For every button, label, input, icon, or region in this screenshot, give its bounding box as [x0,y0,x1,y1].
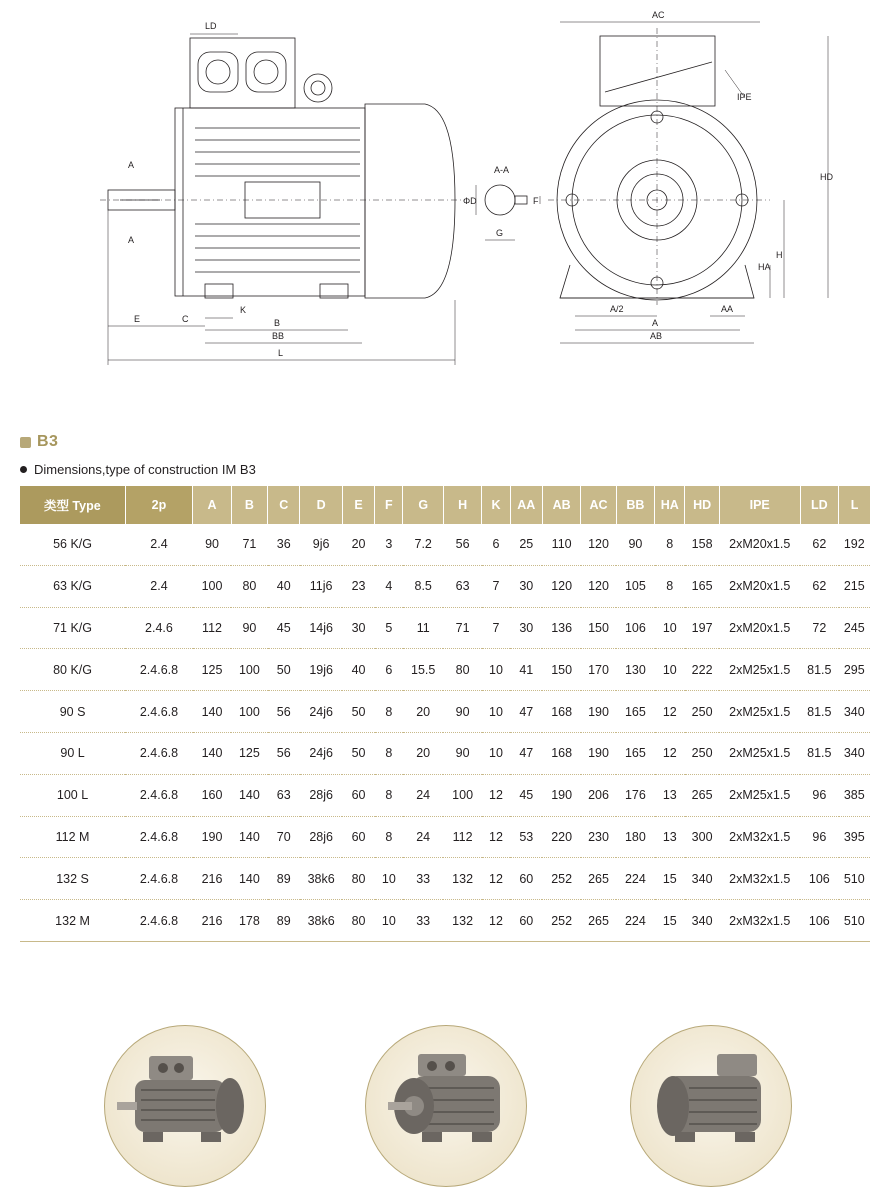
product-photos [0,1020,890,1200]
table-cell: 2xM25x1.5 [719,691,800,733]
table-cell: 250 [685,691,719,733]
table-cell: 100 [231,691,267,733]
header-cell: B [231,486,267,524]
table-cell: 72 [800,607,838,649]
table-cell: 20 [403,691,443,733]
table-cell: 222 [685,649,719,691]
table-cell: 12 [482,816,510,858]
table-cell: 47 [510,691,542,733]
table-cell: 168 [542,732,580,774]
subtitle-text: Dimensions,type of construction IM B3 [34,461,256,477]
table-cell: 224 [616,900,654,942]
table-cell: 106 [616,607,654,649]
table-cell: 50 [342,691,374,733]
table-cell: 250 [685,732,719,774]
table-cell: 30 [342,607,374,649]
table-cell: 2.4 [125,524,193,565]
table-cell: 2.4.6.8 [125,774,193,816]
table-cell: 63 [268,774,300,816]
header-cell: AA [510,486,542,524]
table-cell: 28j6 [300,816,342,858]
table-cell: 80 [443,649,481,691]
table-cell: 80 [342,858,374,900]
table-cell: 70 [268,816,300,858]
table-cell: 7 [482,607,510,649]
table-cell: 33 [403,858,443,900]
table-cell: 36 [268,524,300,565]
table-row [20,900,870,942]
table-cell: 63 K/G [20,565,125,607]
table-cell: 5 [375,607,403,649]
header-cell: E [342,486,374,524]
table-cell: 40 [268,565,300,607]
table-cell: 2xM20x1.5 [719,607,800,649]
table-cell: 8 [375,691,403,733]
table-cell: 136 [542,607,580,649]
table-cell: 50 [268,649,300,691]
table-cell: 2xM20x1.5 [719,524,800,565]
table-cell: 8 [655,524,685,565]
table-cell: 295 [839,649,870,691]
dimension-drawing [0,0,890,400]
table-cell: 89 [268,858,300,900]
table-cell: 80 [342,900,374,942]
table-cell: 33 [403,900,443,942]
table-cell: 2.4.6.8 [125,691,193,733]
table-cell: 56 K/G [20,524,125,565]
header-cell: LD [800,486,838,524]
table-cell: 132 M [20,900,125,942]
table-cell: 45 [510,774,542,816]
table-cell: 140 [231,774,267,816]
table-cell: 20 [403,732,443,774]
label-LD: LD [205,21,217,31]
table-cell: 2xM32x1.5 [719,900,800,942]
table-cell: 385 [839,774,870,816]
table-row [20,524,870,565]
table-cell: 110 [542,524,580,565]
table-cell: 28j6 [300,774,342,816]
table-cell: 60 [510,858,542,900]
table-cell: 106 [800,900,838,942]
table-cell: 24 [403,816,443,858]
table-cell: 265 [685,774,719,816]
table-cell: 216 [193,900,231,942]
table-cell: 81.5 [800,732,838,774]
table-cell: 90 [231,607,267,649]
section-heading [20,432,58,452]
table-cell: 224 [616,858,654,900]
motor-photo-right [630,1025,792,1187]
table-cell: 340 [839,732,870,774]
header-cell: AB [542,486,580,524]
table-body [20,524,870,941]
label-phiD: ΦD [463,196,477,206]
table-cell: 2xM32x1.5 [719,858,800,900]
header-cell: 类型 Type [20,486,125,524]
table-cell: 190 [581,691,616,733]
table-cell: 165 [616,691,654,733]
table-cell: 100 [231,649,267,691]
table-cell: 80 [231,565,267,607]
table-cell: 8.5 [403,565,443,607]
table-cell: 2xM25x1.5 [719,649,800,691]
table-cell: 10 [482,649,510,691]
table-cell: 24 [403,774,443,816]
table-cell: 11j6 [300,565,342,607]
table-cell: 4 [375,565,403,607]
table-cell: 71 [443,607,481,649]
table-cell: 80 K/G [20,649,125,691]
table-cell: 120 [542,565,580,607]
table-cell: 190 [542,774,580,816]
table-cell: 12 [482,858,510,900]
table-cell: 120 [581,565,616,607]
label-E: E [134,314,141,324]
table-cell: 140 [193,691,231,733]
table-row [20,774,870,816]
header-cell: K [482,486,510,524]
table-cell: 2xM25x1.5 [719,732,800,774]
table-cell: 265 [581,858,616,900]
subtitle [20,460,256,478]
label-AC: AC [652,10,665,20]
table-cell: 8 [375,732,403,774]
table-row [20,691,870,733]
table-cell: 100 [443,774,481,816]
table-cell: 130 [616,649,654,691]
table-cell: 6 [375,649,403,691]
table-cell: 90 L [20,732,125,774]
table-cell: 96 [800,816,838,858]
table-cell: 12 [655,691,685,733]
bullet-square-icon [20,437,31,448]
table-cell: 10 [655,649,685,691]
motor-photo-center [365,1025,527,1187]
table-cell: 20 [342,524,374,565]
table-cell: 60 [342,816,374,858]
table-row [20,565,870,607]
table-cell: 160 [193,774,231,816]
table-cell: 13 [655,816,685,858]
table-cell: 10 [375,858,403,900]
table-cell: 19j6 [300,649,342,691]
table-cell: 12 [655,732,685,774]
table-cell: 170 [581,649,616,691]
table-cell: 8 [655,565,685,607]
table-cell: 2.4.6.8 [125,816,193,858]
table-cell: 132 [443,900,481,942]
table-cell: 10 [482,691,510,733]
table-cell: 140 [231,816,267,858]
label-G: G [496,228,504,238]
table-cell: 2xM25x1.5 [719,774,800,816]
table-cell: 41 [510,649,542,691]
table-cell: 11 [403,607,443,649]
table-row [20,732,870,774]
motor-photo-left [104,1025,266,1187]
table-cell: 90 [193,524,231,565]
table-cell: 340 [839,691,870,733]
table-cell: 12 [482,900,510,942]
header-cell: A [193,486,231,524]
table-cell: 10 [655,607,685,649]
table-cell: 165 [685,565,719,607]
table-cell: 38k6 [300,858,342,900]
header-cell: HD [685,486,719,524]
table-cell: 132 [443,858,481,900]
table-cell: 2xM20x1.5 [719,565,800,607]
table-cell: 10 [482,732,510,774]
label-A-half: A/2 [610,304,624,314]
table-cell: 220 [542,816,580,858]
table-cell: 178 [231,900,267,942]
table-cell: 62 [800,565,838,607]
table-cell: 47 [510,732,542,774]
table-cell: 252 [542,900,580,942]
table-cell: 8 [375,816,403,858]
table-cell: 81.5 [800,691,838,733]
table-cell: 165 [616,732,654,774]
table-cell: 192 [839,524,870,565]
header-cell: BB [616,486,654,524]
table-cell: 38k6 [300,900,342,942]
table-cell: 25 [510,524,542,565]
table-cell: 2.4 [125,565,193,607]
header-cell: L [839,486,870,524]
table-cell: 245 [839,607,870,649]
table-cell: 81.5 [800,649,838,691]
header-cell: C [268,486,300,524]
table-cell: 140 [231,858,267,900]
table-cell: 112 [443,816,481,858]
table-cell: 2.4.6.8 [125,649,193,691]
table-cell: 30 [510,565,542,607]
table-cell: 2xM32x1.5 [719,816,800,858]
dimensions-table [20,486,870,942]
table-cell: 71 [231,524,267,565]
table-header-row [20,486,870,524]
table-cell: 90 [443,732,481,774]
table-cell: 10 [375,900,403,942]
label-C: C [182,314,189,324]
label-BB: BB [272,331,285,341]
table-cell: 112 [193,607,231,649]
table-cell: 190 [193,816,231,858]
table-cell: 140 [193,732,231,774]
table-cell: 252 [542,858,580,900]
table-cell: 13 [655,774,685,816]
table-cell: 90 S [20,691,125,733]
label-H: H [776,250,783,260]
table-cell: 176 [616,774,654,816]
table-cell: 190 [581,732,616,774]
label-K: K [240,305,247,315]
table-cell: 62 [800,524,838,565]
header-cell: G [403,486,443,524]
table-cell: 395 [839,816,870,858]
table-cell: 265 [581,900,616,942]
table-cell: 206 [581,774,616,816]
table-cell: 71 K/G [20,607,125,649]
table-row [20,816,870,858]
table-cell: 15.5 [403,649,443,691]
table-row [20,649,870,691]
table-cell: 6 [482,524,510,565]
table-cell: 63 [443,565,481,607]
table-cell: 90 [443,691,481,733]
table-cell: 96 [800,774,838,816]
section-title: B3 [37,433,59,450]
table-cell: 230 [581,816,616,858]
label-section-a-bottom: A [128,235,135,245]
table-cell: 15 [655,858,685,900]
table-cell: 340 [685,858,719,900]
table-cell: 340 [685,900,719,942]
label-F: F [533,196,539,206]
table-cell: 2.4.6.8 [125,858,193,900]
table-cell: 14j6 [300,607,342,649]
table-cell: 106 [800,858,838,900]
table-cell: 3 [375,524,403,565]
label-A: A [652,318,659,328]
table-cell: 125 [193,649,231,691]
table-cell: 2.4.6.8 [125,732,193,774]
table-cell: 120 [581,524,616,565]
header-cell: AC [581,486,616,524]
table-cell: 510 [839,858,870,900]
table-cell: 2.4.6.8 [125,900,193,942]
table-cell: 132 S [20,858,125,900]
table-cell: 12 [482,774,510,816]
table-cell: 510 [839,900,870,942]
table-cell: 2.4.6 [125,607,193,649]
table-cell: 24j6 [300,691,342,733]
table-cell: 8 [375,774,403,816]
bullet-dot-icon [20,466,27,473]
table-cell: 40 [342,649,374,691]
table-cell: 197 [685,607,719,649]
table-cell: 168 [542,691,580,733]
table-cell: 105 [616,565,654,607]
table-cell: 89 [268,900,300,942]
table-cell: 7.2 [403,524,443,565]
table-cell: 7 [482,565,510,607]
label-IPE: IPE [737,92,752,102]
table-cell: 150 [542,649,580,691]
table-cell: 23 [342,565,374,607]
label-HA: HA [758,262,771,272]
label-AA: AA [721,304,734,314]
label-AB: AB [650,331,663,341]
table-cell: 216 [193,858,231,900]
table-cell: 215 [839,565,870,607]
table-cell: 60 [510,900,542,942]
header-cell: IPE [719,486,800,524]
header-cell: D [300,486,342,524]
table-cell: 15 [655,900,685,942]
table-cell: 9j6 [300,524,342,565]
header-cell: H [443,486,481,524]
table-cell: 100 L [20,774,125,816]
table-cell: 45 [268,607,300,649]
table-row [20,858,870,900]
table-cell: 100 [193,565,231,607]
table-cell: 60 [342,774,374,816]
label-section-aa: A-A [494,165,510,175]
table-cell: 56 [268,691,300,733]
table-cell: 53 [510,816,542,858]
table-cell: 158 [685,524,719,565]
label-B: B [274,318,281,328]
label-section-a-top: A [128,160,135,170]
table-cell: 50 [342,732,374,774]
table-row [20,607,870,649]
label-HD: HD [820,172,833,182]
header-cell: HA [655,486,685,524]
table-cell: 150 [581,607,616,649]
table-cell: 30 [510,607,542,649]
table-cell: 56 [443,524,481,565]
header-cell: F [375,486,403,524]
header-cell: 2p [125,486,193,524]
table-cell: 125 [231,732,267,774]
table-cell: 24j6 [300,732,342,774]
table-cell: 112 M [20,816,125,858]
label-L: L [278,348,284,358]
table-cell: 300 [685,816,719,858]
table-cell: 90 [616,524,654,565]
dimensions-table-wrap [20,486,870,942]
table-cell: 180 [616,816,654,858]
table-cell: 56 [268,732,300,774]
